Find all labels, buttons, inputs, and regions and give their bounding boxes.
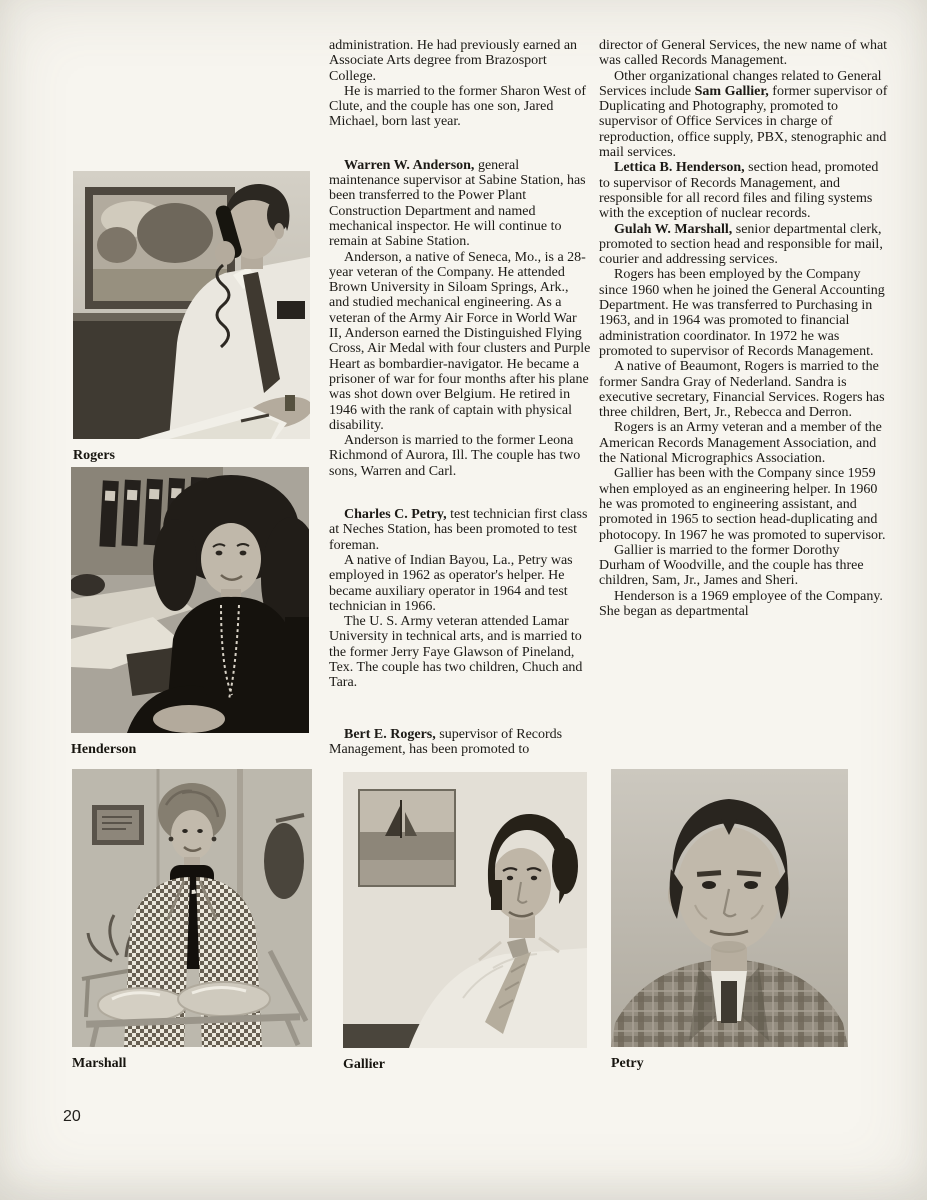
person-name: Bert E. Rogers, <box>344 726 436 742</box>
paragraph <box>599 359 888 420</box>
person-name: Warren W. Anderson, <box>344 157 475 173</box>
photo-caption-gallier: Gallier <box>343 1057 385 1072</box>
henderson-photo-image <box>71 467 309 733</box>
gallier-photo-image <box>343 772 587 1048</box>
body-text: senior departmental clerk, promoted to section head and responsible for mail, courier and addressing services. <box>599 221 883 268</box>
woman-at-desk-illustration <box>71 467 309 733</box>
photo-caption-henderson: Henderson <box>71 742 137 757</box>
portrait-plaid-jacket-illustration <box>611 769 848 1047</box>
paragraph <box>599 543 888 589</box>
paragraph <box>329 507 592 553</box>
body-text: supervisor of Records Management, has been promoted to <box>329 726 563 757</box>
body-text: Gallier is married to the former Dorothy Durham of Woodville, and the couple has three children, Sam, Jr., James and Sheri. <box>599 542 864 589</box>
paragraph <box>599 420 888 466</box>
paragraph <box>329 158 592 250</box>
paragraph <box>329 250 592 434</box>
paragraph <box>329 84 592 130</box>
paragraph <box>599 160 888 221</box>
body-text: test technician first class at Neches Station, has been promoted to test foreman. <box>329 507 588 553</box>
photo-gallier <box>343 772 587 1073</box>
paragraph <box>329 433 592 479</box>
man-with-tie-illustration <box>343 772 587 1048</box>
paragraph <box>599 69 888 161</box>
person-name: Gulah W. Marshall, <box>614 221 733 237</box>
person-name: Lettica B. Henderson, <box>614 160 745 176</box>
body-text: A native of Indian Bayou, La., Petry was employed in 1962 as operator's helper. He became auxiliary operator in 1964 and test technician in 1966. <box>329 552 573 614</box>
body-text: Anderson, a native of Seneca, Mo., is a 28-year veteran of the Company. He attended Brown University in Siloam Springs, Ark., and studied mechanical engineering. As a veteran of the Army Air Force in World War II, Anderson earned the Distinguished Flying Cross, Air Medal with four clusters and Purple Heart as bombardier-navigator. He became a prisoner of war for four months after his plane was shot down over Belgium. He retired in 1946 with the rank of captain with physical disability. <box>329 249 591 433</box>
paragraph <box>599 267 888 359</box>
photo-caption-rogers: Rogers <box>73 448 115 463</box>
photo-caption-marshall: Marshall <box>72 1056 127 1071</box>
body-text: Henderson is a 1969 employee of the Company. She began as departmental <box>599 588 883 619</box>
paragraph <box>599 466 888 542</box>
body-text: Rogers is an Army veteran and a member of the American Records Management Association, and the National Micrographics Association. <box>599 420 882 467</box>
body-text: Anderson is married to the former Leona Richmond of Aurora, Ill. The couple has two sons, Warren and Carl. <box>329 433 581 479</box>
person-name: Charles C. Petry, <box>344 507 447 523</box>
paragraph <box>599 222 888 268</box>
paragraph <box>599 589 888 620</box>
paragraph <box>329 553 592 614</box>
photo-rogers <box>73 171 310 464</box>
man-on-phone-illustration <box>73 171 310 439</box>
person-name: Sam Gallier, <box>694 83 769 99</box>
body-text: He is married to the former Sharon West of Clute, and the couple has one son, Jared Michael, born last year. <box>329 83 586 130</box>
marshall-photo-image <box>72 769 312 1047</box>
body-text: Other organizational changes related to General Services include <box>599 68 882 99</box>
body-text: Gallier has been with the Company since 1959 when employed as an engineering helper. In 1960 he was promoted to engineering assistant, and promoted in 1965 to section head-duplicating and photocopy. In 1967 he was promoted to supervisor. <box>599 466 886 543</box>
body-text: The U. S. Army veteran attended Lamar University in technical arts, and is married to the former Jerry Faye Glawson of Pineland, Tex. The couple has two children, Chuch and Tara. <box>329 614 583 691</box>
body-text: administration. He had previously earned an Associate Arts degree from Brazosport College. <box>329 38 578 84</box>
petry-photo-image <box>611 769 848 1047</box>
photo-petry <box>611 769 848 1072</box>
paragraph <box>329 727 592 758</box>
photo-caption-petry: Petry <box>611 1056 644 1071</box>
body-text: director of General Services, the new name of what was called Records Management. <box>599 38 888 69</box>
woman-with-cart-illustration <box>72 769 312 1047</box>
paragraph <box>329 614 592 690</box>
photo-henderson <box>71 467 309 758</box>
photo-marshall <box>72 769 312 1072</box>
body-text: Rogers has been employed by the Company since 1960 when he joined the General Accounting Department. He was transferred to Purchasing in 1963, and in 1964 was promoted to financial administration coordinator. In 1972 he was promoted to supervisor of Records Management. <box>599 267 885 359</box>
paragraph <box>329 38 592 84</box>
page-number: 20 <box>63 1108 81 1125</box>
body-text: general maintenance supervisor at Sabine Station, has been transferred to the Power Plant Construction Department and named mechanical inspector. He will continue to remain at Sabine Station. <box>329 157 586 250</box>
text-column-right <box>599 38 888 619</box>
body-text: section head, promoted to supervisor of Records Management, and responsible for all record files and filing systems with the exception of nuclear records. <box>599 160 879 222</box>
paragraph <box>599 38 888 69</box>
body-text: A native of Beaumont, Rogers is married to the former Sandra Gray of Nederland. Sandra is executive secretary, Financial Services. Rogers has three children, Bert, Jr., Rebecca and Derron. <box>599 359 885 421</box>
body-text: former supervisor of Duplicating and Photography, promoted to supervisor of Office Services in charge of reproduction, office supply, PBX, stenographic and mail services. <box>599 83 888 161</box>
text-column-middle <box>329 38 592 757</box>
rogers-photo-image <box>73 171 310 439</box>
